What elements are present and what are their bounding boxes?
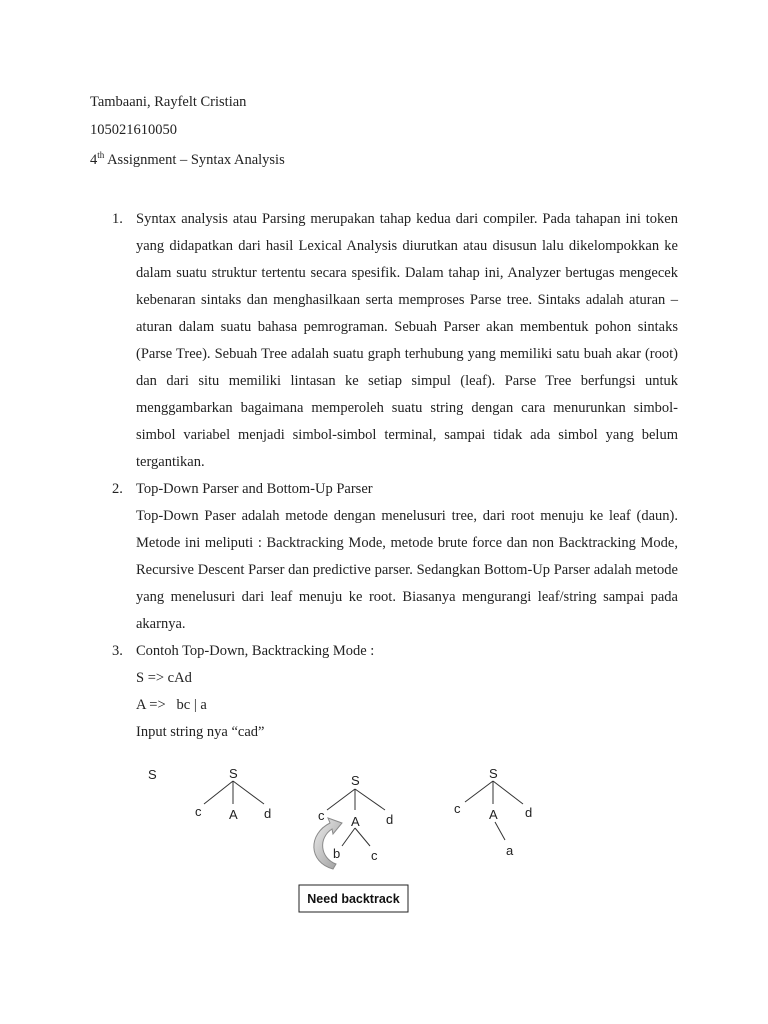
tree3-left: c bbox=[454, 801, 461, 816]
item-heading: Top-Down Parser and Bottom-Up Parser bbox=[136, 481, 373, 497]
tree1-root: S bbox=[229, 766, 238, 781]
assignment-title-text: Assignment – Syntax Analysis bbox=[104, 152, 285, 168]
edge bbox=[204, 781, 233, 804]
tree3-leaf: a bbox=[506, 843, 514, 858]
item-paragraph: Top-Down Paser adalah metode dengan menelusuri tree, dari root menuju ke leaf (daun). Metode ini meliputi : Backtracking Mode, metode brute force dan non Backtracking Mode, Recursive Descent Parser dan predictive parser. Sedangkan Bottom-Up Parser adalah metode yang menelusuri dari leaf menuju ke root. Biasanya mengurangi leaf/string sampai pada akarnya. bbox=[136, 508, 678, 632]
backtrack-arrow-icon bbox=[314, 818, 342, 869]
tree3-root: S bbox=[489, 766, 498, 781]
tree1-right: d bbox=[264, 806, 272, 821]
tree3 bbox=[454, 766, 532, 858]
tree1-left: c bbox=[195, 804, 202, 819]
tree1-mid: A bbox=[229, 807, 238, 822]
backtrack-label: Need backtrack bbox=[307, 892, 400, 906]
tree3-mid: A bbox=[489, 807, 498, 822]
grammar-rule-s: S => cAd bbox=[136, 670, 192, 686]
tree2-left: c bbox=[318, 808, 325, 823]
edge bbox=[233, 781, 264, 804]
edge bbox=[342, 828, 355, 846]
item-number: 2. bbox=[112, 481, 123, 497]
tree2-mid: A bbox=[351, 814, 360, 829]
student-id: 105021610050 bbox=[90, 122, 177, 138]
tree1 bbox=[195, 766, 271, 822]
item-number: 1. bbox=[112, 211, 123, 227]
item-heading: Contoh Top-Down, Backtracking Mode : bbox=[136, 643, 375, 659]
tree2-leaf-2: c bbox=[371, 848, 378, 863]
author-name: Tambaani, Rayfelt Cristian bbox=[90, 94, 247, 110]
edge bbox=[327, 789, 355, 810]
tree0-root: S bbox=[148, 767, 157, 782]
item-number: 3. bbox=[112, 643, 123, 659]
assignment-number: 4 bbox=[90, 152, 98, 168]
assignment-ordinal: th bbox=[97, 150, 105, 161]
tree2 bbox=[314, 773, 393, 869]
tree2-root: S bbox=[351, 773, 360, 788]
grammar-rule-a: A => bc | a bbox=[136, 697, 207, 713]
edge bbox=[493, 781, 523, 804]
edge bbox=[355, 828, 370, 846]
item-paragraph: Syntax analysis atau Parsing merupakan tahap kedua dari compiler. Pada tahapan ini token yang didapatkan dari hasil Lexical Analysis diurutkan atau disusun lalu dikelompokkan ke dalam suatu struktur tertentu secara spesifik. Dalam tahap ini, Analyzer bertugas mengecek kebenaran sintaks dan menghasilkaan serta memproses Parse tree. Sintaks adalah aturan – aturan dalam suatu bahasa pemrograman. Sebuah Parser akan membentuk pohon sintaks (Parse Tree). Sebuah Tree adalah suatu graph terhubung yang memiliki satu buah akar (root) dan dari situ memiliki lintasan ke setiap simpul (leaf). Parse Tree berfungsi untuk menggambarkan bagaimana memperoleh suatu string dengan cara menurunkan simbol-simbol variabel menjadi simbol-simbol terminal, sampai tidak ada simbol yang belum tergantikan. bbox=[136, 211, 678, 470]
tree2-right: d bbox=[386, 812, 394, 827]
edge bbox=[495, 822, 505, 840]
edge bbox=[355, 789, 385, 810]
input-string: Input string nya “cad” bbox=[136, 724, 265, 740]
tree2-leaf-1: b bbox=[333, 846, 341, 861]
tree3-right: d bbox=[525, 805, 533, 820]
edge bbox=[465, 781, 493, 802]
